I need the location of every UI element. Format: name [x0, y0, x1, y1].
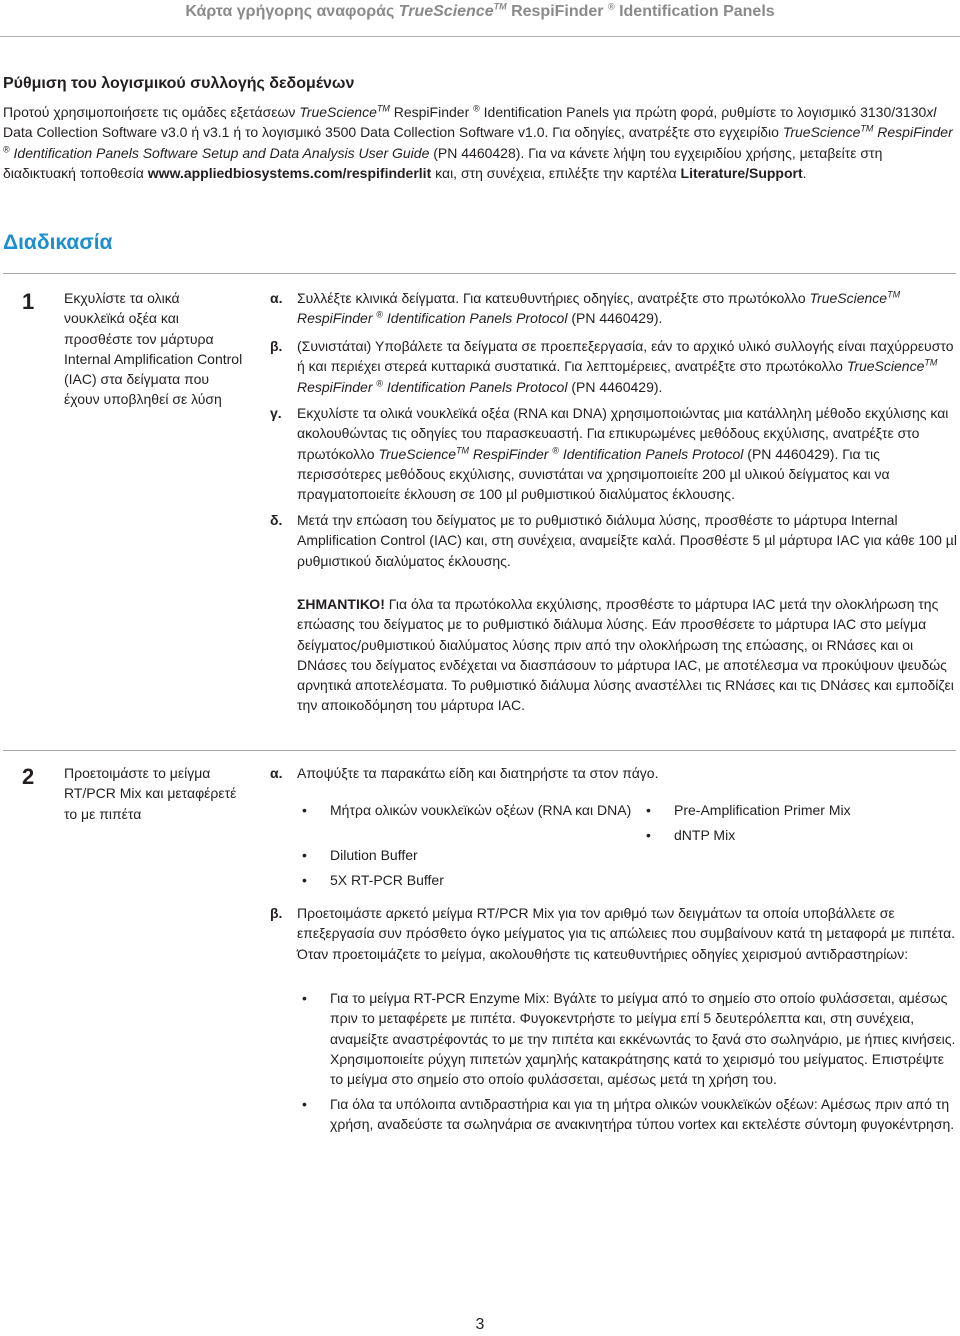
document-header	[0, 3, 960, 21]
setup-title: Ρύθμιση του λογισμικού συλλογής δεδομένων	[3, 75, 355, 92]
important-note	[297, 594, 957, 716]
step-1-number: 1	[22, 289, 35, 314]
list-item: • Για όλα τα υπόλοιπα αντιδραστήρια και για τη μήτρα ολικών νουκλεϊκών οξέων: Αμέσως πριν από τη χρήση, αναδεύστε τα σωληνάρια σε ανακινητήρα τύπου vortex και εκτελέστε σύντομη φυγοκέντρηση.	[302, 1096, 955, 1133]
step-1-item-b	[270, 336, 958, 397]
setup-brand: TrueScience	[299, 104, 377, 120]
item-c-reg: ®	[552, 444, 559, 455]
item-c-end: (PN 4460429). Για τις περισσότερες μεθόδους εκχύλισης, συνιστάται να χρησιμοποιείτε 200 µl υλικού δείγματος και να πραγματοποιείτε έκλουση σε 100 µl ρυθμιστικού διαλύματος έκλουσης.	[297, 445, 890, 503]
step-2-a-label: α.	[270, 765, 283, 781]
item-b-text: (Συνιστάται) Υποβάλετε τα δείγματα σε προεπεξεργασία, εάν το αρχικό υλικό συλλογής είναι παχύρρευστο ή και περιέχει στερεά κυτταρικά συστατικά. Για λεπτομέρειες, ανατρέξτε στο πρωτόκολλο	[297, 338, 954, 375]
guide-tm: TM	[860, 123, 874, 134]
item-b-tm: TM	[924, 357, 938, 368]
bullet-icon: •	[646, 802, 651, 818]
step-2-item-a	[270, 763, 958, 783]
literature-support-tab: Literature/Support	[680, 164, 803, 181]
item-d-label: δ.	[270, 512, 283, 528]
item-a-protocol: TrueScience	[809, 290, 888, 306]
page-number: 3	[475, 1316, 485, 1333]
important-text: Για όλα τα πρωτόκολλα εκχύλισης, προσθέστε το μάρτυρα IAC μετά την ολοκλήρωση της επώασης του δείγματος με το ρυθμιστικό διάλυμα λύσης. Εάν προσθέσετε το μάρτυρα IAC στο μείγμα δείγματος/ρυθμιστικού διαλύματος λύσης πριν από την ολοκλήρωση της επώασης, οι RNάσες και οι DNάσες του δείγματος ενδέχεται να διασπάσουν το μάρτυρα IAC, με αποτέλεσμα να προκύψουν ψευδώς αρνητικά αποτελέσματα. Το ρυθμιστικό διάλυμα λύσης αναστέλλει τις RNάσες και τις DNάσες και εμποδίζει την αποικοδόμηση του μάρτυρα IAC.	[297, 596, 954, 714]
setup-product: RespiFinder	[389, 104, 470, 120]
item-a-end: (PN 4460429).	[567, 310, 663, 327]
item-c-text: Εκχυλίστε τα ολικά νουκλεϊκά οξέα (RNA και DNA) χρησιμοποιώντας μια κατάλληλη μέθοδο εκχύλισης και ακολουθώντας τις οδηγίες του παρασκευαστή. Για επικυρωμένες μεθόδους εκχύλισης, ανατρέξτε στο πρωτόκολλο	[297, 405, 949, 462]
bullet-icon: •	[302, 990, 307, 1006]
bullet-icon: •	[302, 872, 307, 888]
item-a-protocol-2: RespiFinder	[297, 310, 373, 327]
setup-tm: TM	[376, 103, 390, 114]
item-c-label: γ.	[270, 405, 282, 421]
item-c-protocol-3: Identification Panels Protocol	[558, 445, 744, 462]
header-reg: ®	[607, 1, 615, 12]
header-brand: TrueScience	[398, 3, 494, 20]
list-item: • 5X RT-PCR Buffer	[302, 870, 632, 890]
item-b-protocol-3: Identification Panels Protocol	[383, 378, 568, 395]
list-item: • Dilution Buffer	[302, 845, 632, 865]
item-a-reg: ®	[376, 309, 384, 320]
item-b-protocol-2: RespiFinder	[297, 378, 373, 395]
item-b-reg: ®	[376, 377, 384, 388]
step-2-b-text: Προετοιμάστε αρκετό μείγμα RT/PCR Mix για τον αριθμό των δειγμάτων τα οποία υποβάλλετε σε επεξεργασία συν πρόσθετο όγκο μείγματος για τις απώλειες που συμβαίνουν κατά τη μεταφορά με πιπέτα. Όταν προετοιμάζετε το μείγμα, ακολουθήστε τις κατευθυντήριες οδηγίες χειρισμού αντιδραστηρίων:	[297, 905, 956, 962]
step-1-item-a	[270, 288, 958, 329]
setup-text-3: Data Collection Software v3.0 ή v3.1 ή το λογισμικό 3500 Data Collection Software v1.0. Για οδηγίες, ανατρέξτε στο εγχειρίδιο	[3, 124, 783, 141]
guide-title: Identification Panels Software Setup and Data Analysis User Guide	[9, 144, 430, 161]
item-b-protocol: TrueScience	[846, 358, 925, 375]
bullet-icon: •	[302, 1096, 307, 1112]
setup-paragraph	[3, 102, 958, 183]
procedure-title: Διαδικασία	[3, 231, 113, 254]
guide-reg: ®	[3, 143, 10, 154]
item-b-end: (PN 4460429).	[567, 378, 663, 395]
setup-text: Προτού χρησιμοποιήσετε τις ομάδες εξετάσεων	[3, 104, 300, 120]
header-product: RespiFinder	[506, 3, 604, 20]
item-a-tm: TM	[887, 289, 901, 300]
setup-text-2: Identification Panels για πρώτη φορά, ρυθμίστε το λογισμικό 3130/3130	[479, 104, 927, 120]
item-b-label: β.	[270, 338, 283, 354]
step-2-b-label: β.	[270, 905, 283, 921]
item-a-protocol-3: Identification Panels Protocol	[383, 310, 568, 327]
step-1-divider	[3, 273, 956, 274]
list-item: • Μήτρα ολικών νουκλεϊκών οξέων (RNA και DNA)	[302, 800, 632, 820]
step-1-item-d	[270, 510, 958, 571]
item-d-text: Μετά την επώαση του δείγματος με το ρυθμιστικό διάλυμα λύσης, προσθέστε το μάρτυρα Internal Amplification Control (IAC) και, στη συνέχεια, αναμείξτε καλά. Προσθέστε 5 µl μάρτυρα IAC για κάθε 100 µl ρυθμιστικού διαλύματος έκλουσης.	[297, 512, 957, 569]
list-item: • dNTP Mix	[646, 825, 946, 845]
item-c-tm: TM	[456, 444, 470, 455]
bullet-icon: •	[646, 827, 651, 843]
item-c-protocol-2: RespiFinder	[469, 445, 549, 462]
bullet-icon: •	[302, 847, 307, 863]
step-1-item-c	[270, 403, 958, 504]
setup-xl: xl	[926, 104, 937, 120]
step-1-description: Εκχυλίστε τα ολικά νουκλεϊκά οξέα και προσθέστε τον μάρτυρα Internal Amplification Control (IAC) στα δείγματα που έχουν υποβληθεί σε λύση	[64, 290, 243, 408]
item-a-text: Συλλέξτε κλινικά δείγματα. Για κατευθυντήριες οδηγίες, ανατρέξτε στο πρωτόκολλο	[297, 290, 810, 306]
header-suffix: Identification Panels	[614, 3, 775, 20]
setup-text-4: και, στη συνέχεια, επιλέξτε την καρτέλα	[431, 164, 681, 181]
website-link[interactable]: www.appliedbiosystems.com/respifinderlit	[147, 164, 432, 181]
guide-product: RespiFinder	[873, 124, 953, 141]
setup-end: .	[802, 164, 807, 181]
list-item: • Για το μείγμα RT-PCR Enzyme Mix: Βγάλτε το μείγμα από το σημείο στο οποίο φυλάσσεται, αμέσως πριν το μεταφέρετε με πιπέτα. Φυγοκεντρήστε το μείγμα επί 5 δευτερόλεπτα και, στη συνέχεια, αναμείξτε αναστρέφοντάς το με την πιπέτα και εκκένωντάς το ξανά στο σωληνάριο, με ήπιες κινήσεις. Χρησιμοποιείτε ρύχγη πιπετών χαμηλής κατακράτησης κατά το χειρισμό του μείγματος. Επιστρέψτε το μείγμα στο σημείο στο οποίο φυλάσσεται, αμέσως μετά τη χρήση του.	[302, 990, 956, 1088]
important-heading: ΣΗΜΑΝΤΙΚΟ!	[297, 596, 385, 612]
step-2-item-b	[270, 903, 958, 964]
header-tm: TM	[493, 1, 507, 12]
guide-pn: (PN 4460428). Για να κάνετε λήψη του εγχειριδίου χρήσης, μεταβείτε στη διαδικτυακή τοποθεσία	[3, 144, 883, 181]
item-a-label: α.	[270, 290, 283, 306]
header-divider	[0, 36, 960, 37]
guide-brand: TrueScience	[782, 124, 861, 141]
step-2-description: Προετοιμάστε το μείγμα RT/PCR Mix και μεταφέρετέ το με πιπέτα	[64, 765, 237, 822]
step-2-a-text: Αποψύξτε τα παρακάτω είδη και διατηρήστε τα στον πάγο.	[297, 765, 659, 781]
item-c-protocol: TrueScience	[378, 445, 457, 462]
bullet-icon: •	[302, 802, 307, 818]
step-2-divider	[3, 750, 956, 751]
header-prefix: Κάρτα γρήγορης αναφοράς	[185, 3, 399, 20]
list-item: • Pre-Amplification Primer Mix	[646, 800, 946, 820]
setup-reg: ®	[473, 103, 480, 114]
step-2-number: 2	[22, 764, 35, 789]
